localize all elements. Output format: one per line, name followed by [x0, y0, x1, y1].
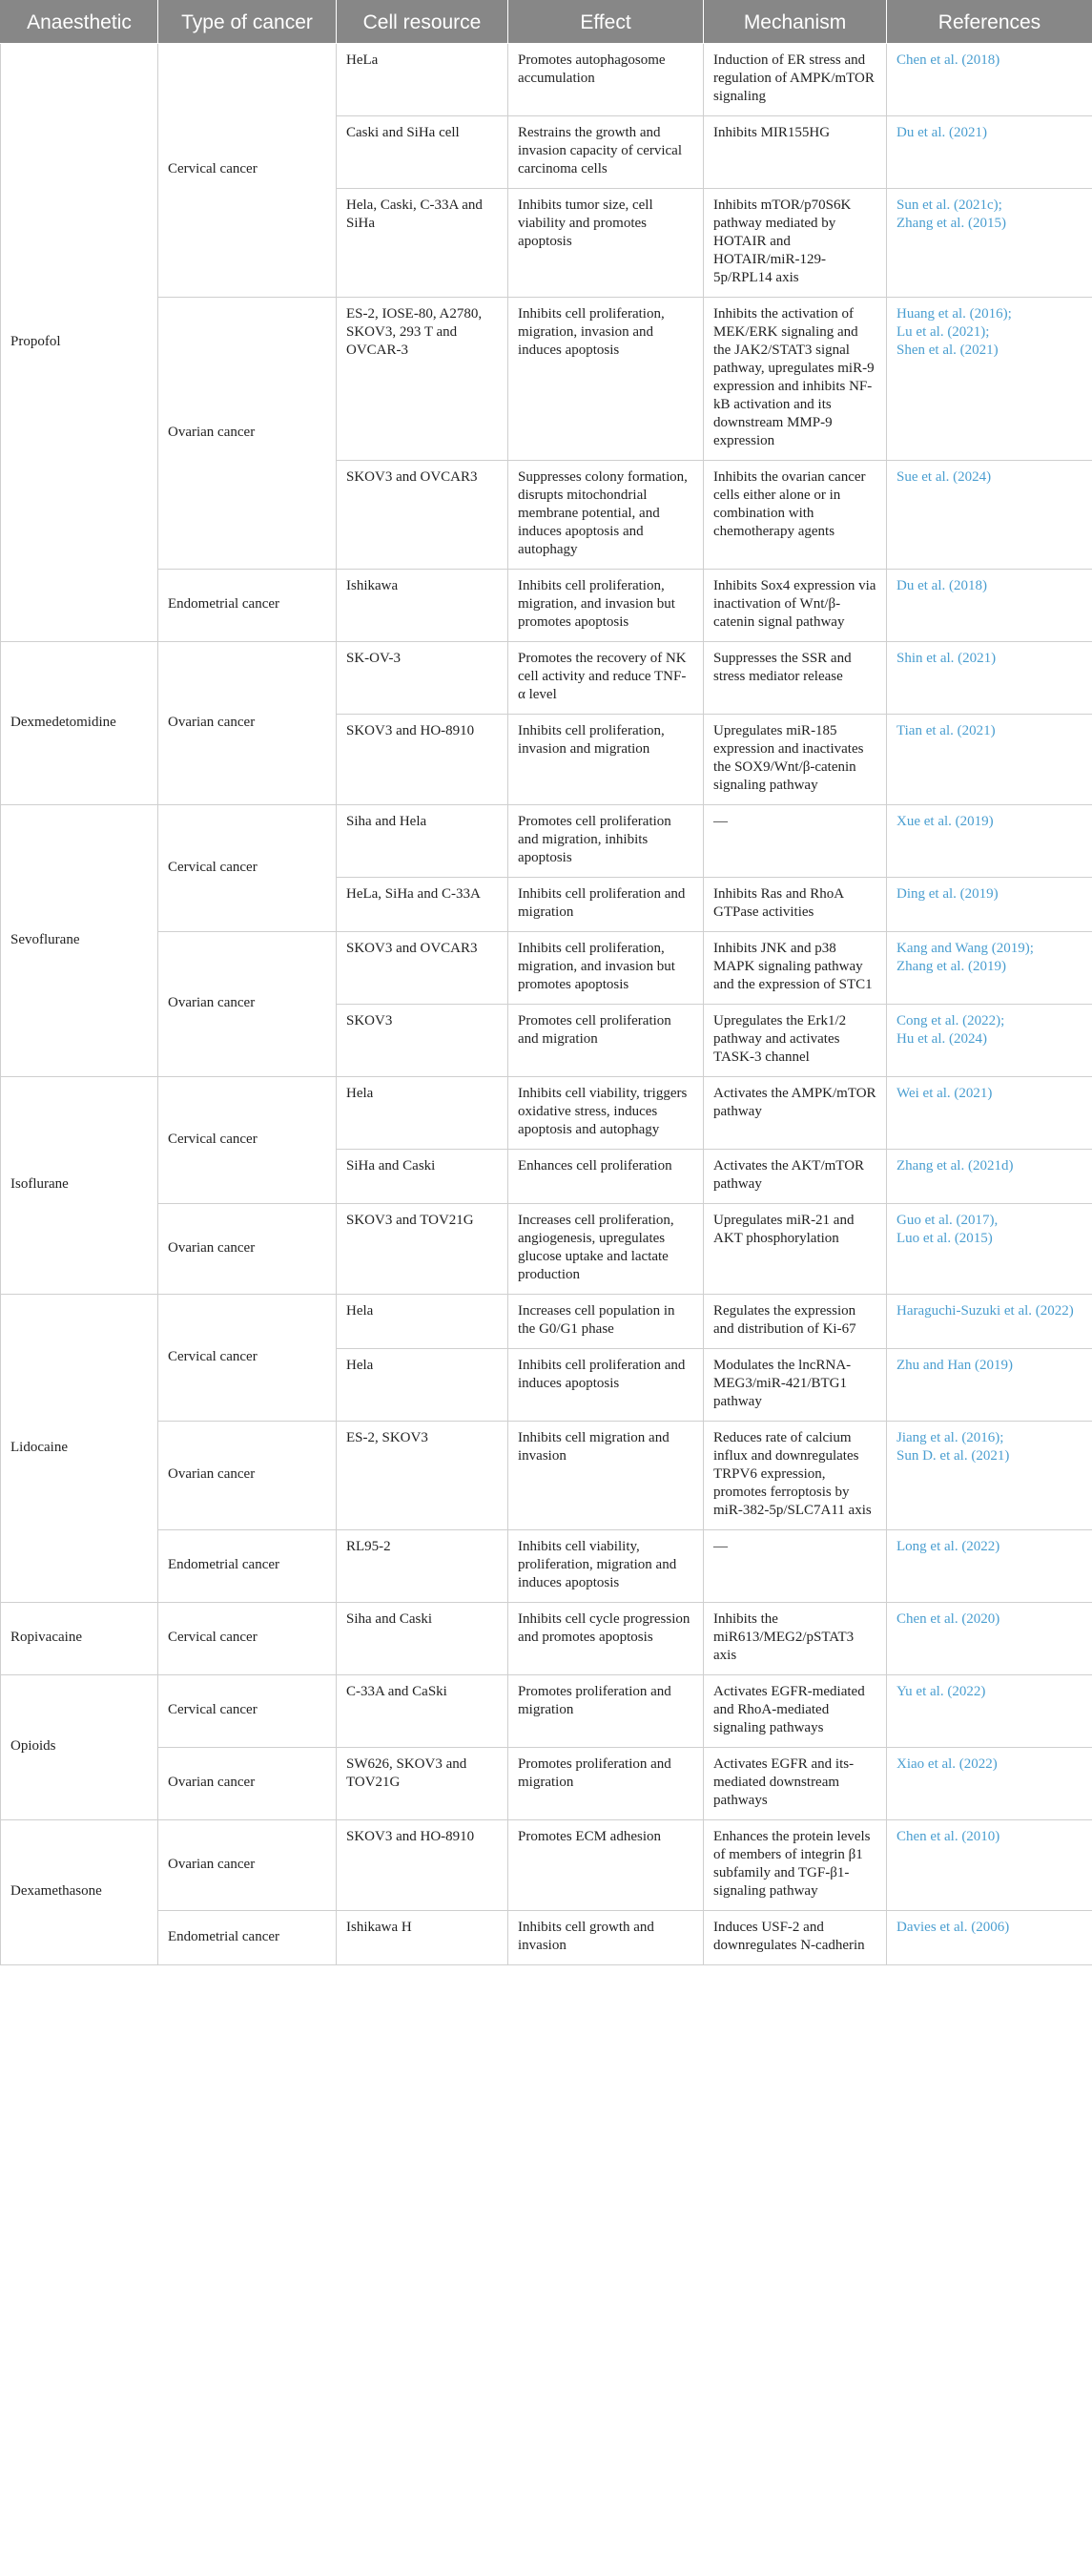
reference-link[interactable]: Luo et al. (2015)	[896, 1231, 993, 1246]
reference-link[interactable]: Kang and Wang (2019);	[896, 941, 1034, 956]
reference-link[interactable]: Tian et al. (2021)	[896, 723, 996, 738]
anaesthetic-cell: Opioids	[1, 1675, 158, 1820]
mechanism-cell: Modulates the lncRNA-MEG3/miR-421/BTG1 pathway	[704, 1349, 887, 1422]
mechanism-cell: Inhibits the ovarian cancer cells either alone or in combination with chemotherapy agents	[704, 461, 887, 570]
cell-resource-cell: SKOV3 and OVCAR3	[337, 932, 508, 1005]
cell-resource-cell: SiHa and Caski	[337, 1150, 508, 1204]
effect-cell: Inhibits cell proliferation, migration, and invasion but promotes apoptosis	[508, 570, 704, 642]
references-cell	[887, 1748, 1092, 1820]
cell-resource-cell: Siha and Hela	[337, 805, 508, 878]
reference-link[interactable]: Chen et al. (2018)	[896, 52, 1000, 68]
reference-link[interactable]: Sue et al. (2024)	[896, 469, 992, 485]
references-cell	[887, 1422, 1092, 1530]
table-row	[1, 1530, 1092, 1603]
mechanism-cell: Induces USF-2 and downregulates N-cadherin	[704, 1911, 887, 1965]
cancer-type-cell: Ovarian cancer	[158, 1204, 337, 1295]
references-cell	[887, 44, 1092, 116]
anaesthetic-cell: Dexmedetomidine	[1, 642, 158, 805]
mechanism-cell: Inhibits the miR613/MEG2/pSTAT3 axis	[704, 1603, 887, 1675]
effect-cell: Promotes the recovery of NK cell activity and reduce TNF-α level	[508, 642, 704, 715]
table-row	[1, 932, 1092, 1005]
mechanism-cell: Activates EGFR-mediated and RhoA-mediated signaling pathways	[704, 1675, 887, 1748]
reference-link[interactable]: Hu et al. (2024)	[896, 1031, 987, 1047]
table-row	[1, 44, 1092, 116]
references-cell	[887, 1204, 1092, 1295]
mechanism-cell: Inhibits the activation of MEK/ERK signaling and the JAK2/STAT3 signal pathway, upregulates miR-9 expression and inhibits NF-kB activation and its downstream MMP-9 expression	[704, 298, 887, 461]
header-effect: Effect	[508, 1, 704, 44]
reference-link[interactable]: Haraguchi-Suzuki et al. (2022)	[896, 1303, 1074, 1319]
cancer-type-cell: Ovarian cancer	[158, 1422, 337, 1530]
mechanism-cell: Activates the AMPK/mTOR pathway	[704, 1077, 887, 1150]
effect-cell: Inhibits cell proliferation, migration, invasion and induces apoptosis	[508, 298, 704, 461]
references-cell	[887, 1295, 1092, 1349]
mechanism-cell: Inhibits MIR155HG	[704, 116, 887, 189]
cell-resource-cell: C-33A and CaSki	[337, 1675, 508, 1748]
effect-cell: Promotes cell proliferation and migration	[508, 1005, 704, 1077]
reference-link[interactable]: Cong et al. (2022);	[896, 1013, 1005, 1028]
reference-link[interactable]: Xiao et al. (2022)	[896, 1756, 998, 1772]
effect-cell: Increases cell population in the G0/G1 phase	[508, 1295, 704, 1349]
reference-link[interactable]: Zhu and Han (2019)	[896, 1358, 1014, 1373]
mechanism-cell: Inhibits mTOR/p70S6K pathway mediated by HOTAIR and HOTAIR/miR-129-5p/RPL14 axis	[704, 189, 887, 298]
cell-resource-cell: HeLa	[337, 44, 508, 116]
mechanism-cell: —	[704, 805, 887, 878]
mechanism-cell: Reduces rate of calcium influx and downregulates TRPV6 expression, promotes ferroptosis by miR-382-5p/SLC7A11 axis	[704, 1422, 887, 1530]
mechanism-cell: Inhibits JNK and p38 MAPK signaling pathway and the expression of STC1	[704, 932, 887, 1005]
reference-link[interactable]: Du et al. (2018)	[896, 578, 987, 593]
table-row	[1, 642, 1092, 715]
effect-cell: Restrains the growth and invasion capacity of cervical carcinoma cells	[508, 116, 704, 189]
cancer-type-cell: Ovarian cancer	[158, 1820, 337, 1911]
mechanism-cell: Upregulates the Erk1/2 pathway and activates TASK-3 channel	[704, 1005, 887, 1077]
effect-cell: Inhibits cell growth and invasion	[508, 1911, 704, 1965]
anaesthetic-cell: Ropivacaine	[1, 1603, 158, 1675]
mechanism-cell: Activates the AKT/mTOR pathway	[704, 1150, 887, 1204]
cell-resource-cell: SKOV3 and HO-8910	[337, 1820, 508, 1911]
mechanism-cell: Regulates the expression and distribution of Ki-67	[704, 1295, 887, 1349]
reference-link[interactable]: Chen et al. (2020)	[896, 1611, 1000, 1627]
table-row	[1, 805, 1092, 878]
mechanism-cell: —	[704, 1530, 887, 1603]
header-references: References	[887, 1, 1092, 44]
references-cell	[887, 1603, 1092, 1675]
references-cell	[887, 715, 1092, 805]
cell-resource-cell: Siha and Caski	[337, 1603, 508, 1675]
cancer-type-cell: Cervical cancer	[158, 1295, 337, 1422]
cancer-type-cell: Cervical cancer	[158, 1675, 337, 1748]
cell-resource-cell: ES-2, SKOV3	[337, 1422, 508, 1530]
cell-resource-cell: Caski and SiHa cell	[337, 116, 508, 189]
references-cell	[887, 1675, 1092, 1748]
mechanism-cell: Upregulates miR-185 expression and inactivates the SOX9/Wnt/β-catenin signaling pathway	[704, 715, 887, 805]
table-header	[1, 1, 1092, 44]
cell-resource-cell: Ishikawa	[337, 570, 508, 642]
cell-resource-cell: SW626, SKOV3 and TOV21G	[337, 1748, 508, 1820]
references-cell	[887, 932, 1092, 1005]
table-row	[1, 1295, 1092, 1349]
effect-cell: Inhibits cell cycle progression and promotes apoptosis	[508, 1603, 704, 1675]
references-cell	[887, 1820, 1092, 1911]
mechanism-cell: Enhances the protein levels of members of integrin β1 subfamily and TGF-β1-signaling pathway	[704, 1820, 887, 1911]
table-row	[1, 1422, 1092, 1530]
anaesthetic-cell: Propofol	[1, 44, 158, 642]
references-cell	[887, 1530, 1092, 1603]
reference-link[interactable]: Du et al. (2021)	[896, 125, 987, 140]
cancer-type-cell: Endometrial cancer	[158, 570, 337, 642]
cell-resource-cell: ES-2, IOSE-80, A2780, SKOV3, 293 T and OVCAR-3	[337, 298, 508, 461]
reference-link[interactable]: Ding et al. (2019)	[896, 886, 999, 902]
reference-link[interactable]: Huang et al. (2016);	[896, 306, 1012, 322]
mechanism-cell: Induction of ER stress and regulation of AMPK/mTOR signaling	[704, 44, 887, 116]
cancer-type-cell: Endometrial cancer	[158, 1911, 337, 1965]
table-row	[1, 298, 1092, 461]
references-cell	[887, 878, 1092, 932]
reference-link[interactable]: Davies et al. (2006)	[896, 1920, 1010, 1935]
reference-link[interactable]: Zhang et al. (2019)	[896, 959, 1006, 974]
effect-cell: Inhibits cell viability, triggers oxidative stress, induces apoptosis and autophagy	[508, 1077, 704, 1150]
effect-cell: Inhibits cell proliferation, invasion and migration	[508, 715, 704, 805]
references-cell	[887, 461, 1092, 570]
cell-resource-cell: Hela	[337, 1077, 508, 1150]
cell-resource-cell: SKOV3	[337, 1005, 508, 1077]
references-cell	[887, 805, 1092, 878]
header-cell-resource: Cell resource	[337, 1, 508, 44]
references-cell	[887, 642, 1092, 715]
mechanism-cell: Suppresses the SSR and stress mediator release	[704, 642, 887, 715]
reference-link[interactable]: Long et al. (2022)	[896, 1539, 1000, 1554]
cell-resource-cell: Hela, Caski, C-33A and SiHa	[337, 189, 508, 298]
reference-link[interactable]: Guo et al. (2017),	[896, 1213, 999, 1228]
reference-link[interactable]: Shin et al. (2021)	[896, 651, 997, 666]
cancer-type-cell: Cervical cancer	[158, 1603, 337, 1675]
table-row	[1, 1204, 1092, 1295]
reference-link[interactable]: Xue et al. (2019)	[896, 814, 994, 829]
effect-cell: Inhibits cell proliferation and induces apoptosis	[508, 1349, 704, 1422]
cancer-type-cell: Cervical cancer	[158, 805, 337, 932]
effect-cell: Promotes proliferation and migration	[508, 1675, 704, 1748]
references-cell	[887, 298, 1092, 461]
header-type-of-cancer: Type of cancer	[158, 1, 337, 44]
effect-cell: Inhibits cell migration and invasion	[508, 1422, 704, 1530]
table-row	[1, 570, 1092, 642]
anaesthetic-cell: Isoflurane	[1, 1077, 158, 1295]
effect-cell: Enhances cell proliferation	[508, 1150, 704, 1204]
reference-link[interactable]: Yu et al. (2022)	[896, 1684, 986, 1699]
reference-link[interactable]: Wei et al. (2021)	[896, 1086, 993, 1101]
reference-link[interactable]: Zhang et al. (2015)	[896, 216, 1006, 231]
references-cell	[887, 570, 1092, 642]
header-mechanism: Mechanism	[704, 1, 887, 44]
references-cell	[887, 1150, 1092, 1204]
references-cell	[887, 1349, 1092, 1422]
cancer-type-cell: Ovarian cancer	[158, 298, 337, 570]
table-row	[1, 1911, 1092, 1965]
header-anaesthetic: Anaesthetic	[1, 1, 158, 44]
cancer-type-cell: Ovarian cancer	[158, 1748, 337, 1820]
effect-cell: Promotes proliferation and migration	[508, 1748, 704, 1820]
cell-resource-cell: HeLa, SiHa and C-33A	[337, 878, 508, 932]
effect-cell: Inhibits cell proliferation and migration	[508, 878, 704, 932]
header-row	[1, 1, 1092, 44]
anaesthetic-cell: Sevoflurane	[1, 805, 158, 1077]
cell-resource-cell: SK-OV-3	[337, 642, 508, 715]
mechanism-cell: Inhibits Sox4 expression via inactivation of Wnt/β-catenin signal pathway	[704, 570, 887, 642]
anaesthetic-cell: Dexamethasone	[1, 1820, 158, 1965]
table-row	[1, 1675, 1092, 1748]
reference-link[interactable]: Zhang et al. (2021d)	[896, 1158, 1014, 1174]
reference-link[interactable]: Chen et al. (2010)	[896, 1829, 1000, 1844]
reference-link[interactable]: Sun D. et al. (2021)	[896, 1448, 1010, 1464]
mechanism-cell: Upregulates miR-21 and AKT phosphorylation	[704, 1204, 887, 1295]
cancer-type-cell: Cervical cancer	[158, 1077, 337, 1204]
cancer-type-cell: Cervical cancer	[158, 44, 337, 298]
effect-cell: Inhibits cell viability, proliferation, migration and induces apoptosis	[508, 1530, 704, 1603]
effect-cell: Inhibits tumor size, cell viability and promotes apoptosis	[508, 189, 704, 298]
references-cell	[887, 1005, 1092, 1077]
table-row	[1, 1603, 1092, 1675]
mechanism-cell: Inhibits Ras and RhoA GTPase activities	[704, 878, 887, 932]
cell-resource-cell: Hela	[337, 1349, 508, 1422]
anaesthetic-cell: Lidocaine	[1, 1295, 158, 1603]
table-row	[1, 1748, 1092, 1820]
cell-resource-cell: SKOV3 and OVCAR3	[337, 461, 508, 570]
cancer-type-cell: Ovarian cancer	[158, 642, 337, 805]
reference-link[interactable]: Shen et al. (2021)	[896, 343, 999, 358]
cell-resource-cell: RL95-2	[337, 1530, 508, 1603]
effect-cell: Inhibits cell proliferation, migration, and invasion but promotes apoptosis	[508, 932, 704, 1005]
table-body	[1, 44, 1092, 1965]
table-row	[1, 1820, 1092, 1911]
reference-link[interactable]: Lu et al. (2021);	[896, 324, 990, 340]
references-cell	[887, 1077, 1092, 1150]
cell-resource-cell: Hela	[337, 1295, 508, 1349]
reference-link[interactable]: Sun et al. (2021c);	[896, 197, 1002, 213]
cell-resource-cell: SKOV3 and TOV21G	[337, 1204, 508, 1295]
reference-link[interactable]: Jiang et al. (2016);	[896, 1430, 1004, 1445]
cancer-type-cell: Endometrial cancer	[158, 1530, 337, 1603]
references-cell	[887, 1911, 1092, 1965]
effect-cell: Promotes cell proliferation and migration, inhibits apoptosis	[508, 805, 704, 878]
cell-resource-cell: Ishikawa H	[337, 1911, 508, 1965]
references-cell	[887, 116, 1092, 189]
mechanism-cell: Activates EGFR and its-mediated downstream pathways	[704, 1748, 887, 1820]
cancer-type-cell: Ovarian cancer	[158, 932, 337, 1077]
effect-cell: Promotes autophagosome accumulation	[508, 44, 704, 116]
effect-cell: Increases cell proliferation, angiogenesis, upregulates glucose uptake and lactate production	[508, 1204, 704, 1295]
table-row	[1, 1077, 1092, 1150]
cell-resource-cell: SKOV3 and HO-8910	[337, 715, 508, 805]
effect-cell: Suppresses colony formation, disrupts mitochondrial membrane potential, and induces apoptosis and autophagy	[508, 461, 704, 570]
references-cell	[887, 189, 1092, 298]
effect-cell: Promotes ECM adhesion	[508, 1820, 704, 1911]
